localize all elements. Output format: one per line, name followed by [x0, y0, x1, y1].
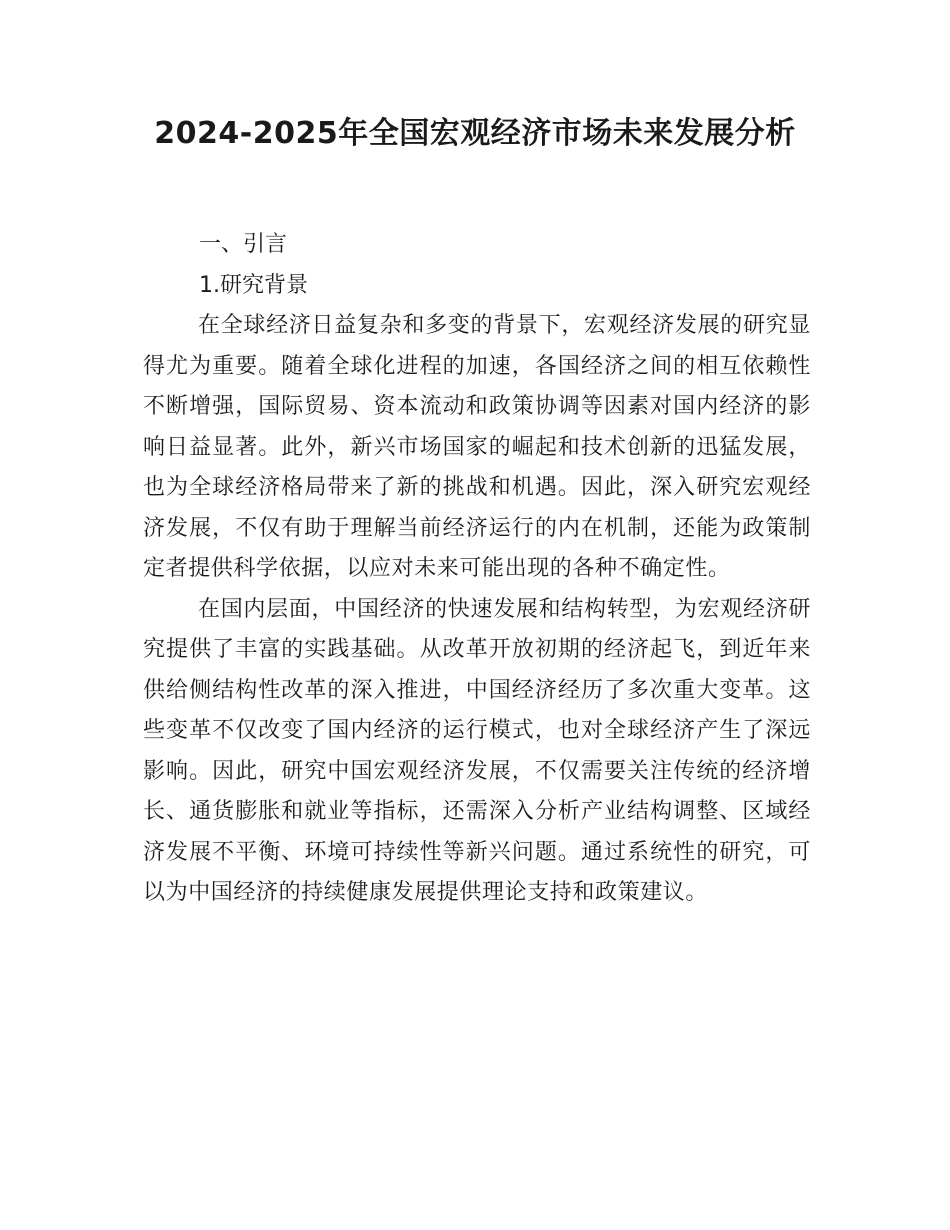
section-heading: 一、引言	[199, 232, 288, 257]
document-body	[143, 224, 811, 914]
document-title: 2024-2025年全国宏观经济市场未来发展分析	[154, 116, 796, 151]
body-paragraph-1: 在全球经济日益复杂和多变的背景下，宏观经济发展的研究显得尤为重要。随着全球化进程的加速，各国经济之间的相互依赖性不断增强，国际贸易、资本流动和政策协调等因素对国内经济的影响日益显著。此外，新兴市场国家的崛起和技术创新的迅猛发展，也为全球经济格局带来了新的挑战和机遇。因此，深入研究宏观经济发展，不仅有助于理解当前经济运行的内在机制，还能为政策制定者提供科学依据，以应对未来可能出现的各种不确定性。	[143, 313, 811, 581]
subsection-heading: 1.研究背景	[199, 273, 308, 298]
body-paragraph-2: 在国内层面，中国经济的快速发展和结构转型，为宏观经济研究提供了丰富的实践基础。从改革开放初期的经济起飞，到近年来供给侧结构性改革的深入推进，中国经济经历了多次重大变革。这些变革不仅改变了国内经济的运行模式，也对全球经济产生了深远影响。因此，研究中国宏观经济发展，不仅需要关注传统的经济增长、通货膨胀和就业等指标，还需深入分析产业结构调整、区域经济发展不平衡、环境可持续性等新兴问题。通过系统性的研究，可以为中国经济的持续健康发展提供理论支持和政策建议。	[143, 596, 811, 905]
